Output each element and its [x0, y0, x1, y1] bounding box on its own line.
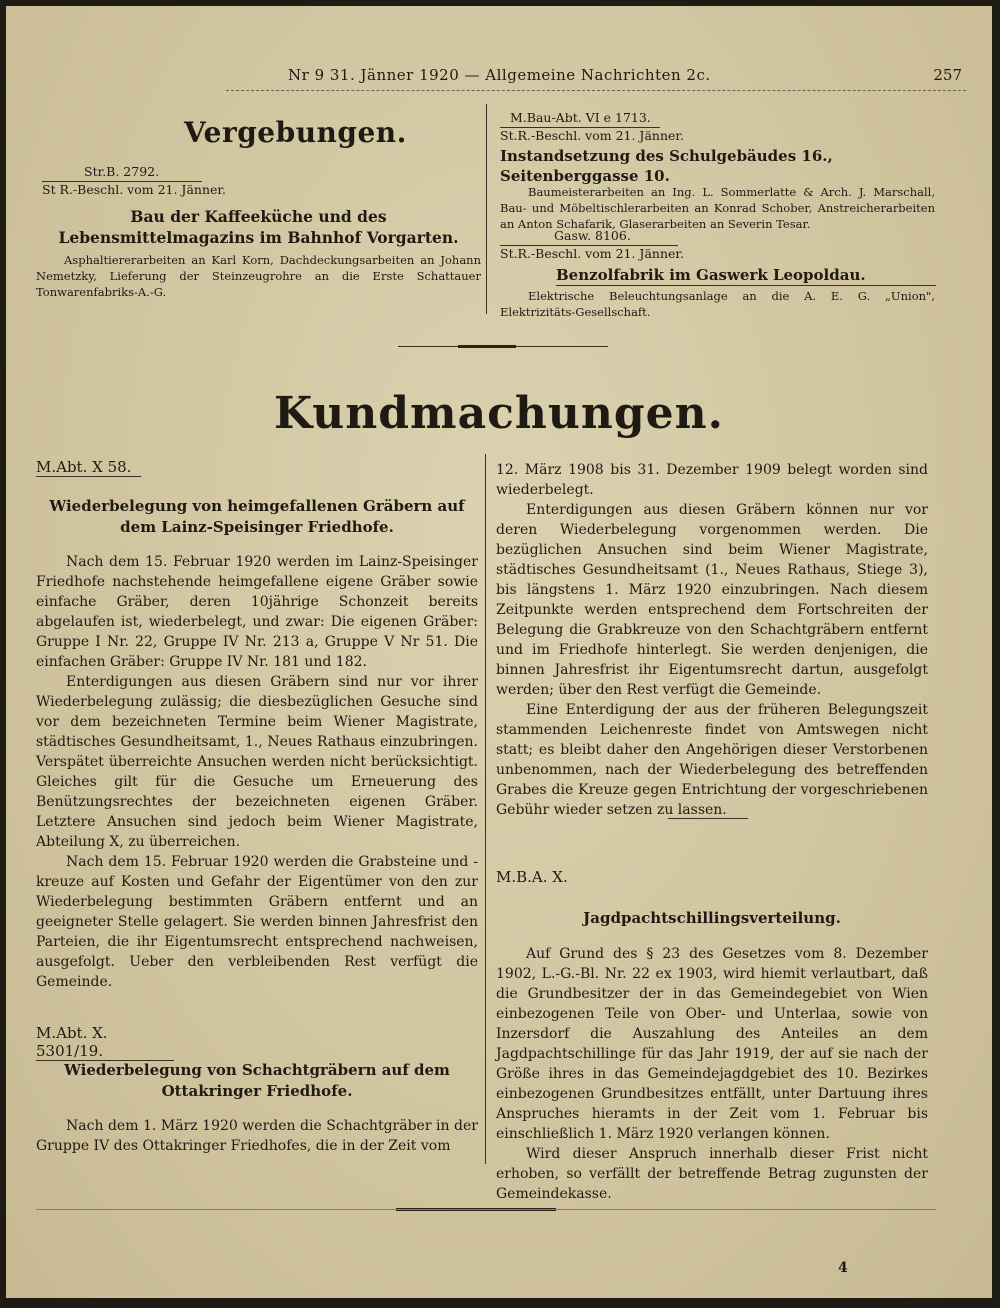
- running-header: [6, 66, 992, 88]
- section-ornament-bold: [458, 345, 516, 348]
- item2-ref2: St.R.-Beschl. vom 21. Jänner.: [500, 128, 684, 143]
- right-column-divider: [668, 818, 748, 819]
- item3-body: Elektrische Beleuchtungsanlage an die A. E. G. „Union", Elektrizitäts-Gesellschaft.: [500, 289, 935, 319]
- notice-b-body: [36, 1116, 478, 1156]
- notice-a-paragraph-3: Nach dem 15. Februar 1920 werden die Grabsteine und -kreuze auf Kosten und Gefahr der Eigentümer von den zur Wiederbelegung bestimmten Gräbern entfernt und an geeigneter Stelle gelagert. Sie werden binnen Jahresfrist den Parteien, die ihr Eigentumsrecht entsprechend nachweisen, ausgefolgt. Ueber den verbleibenden Rest verfügt die Gemeinde.: [36, 854, 478, 990]
- item1-heading: Bau der Kaffeeküche und des Lebensmittelmagazins im Bahnhof Vorgarten.: [58, 207, 459, 247]
- notice-a-paragraph-2: Enterdigungen aus diesen Gräbern sind nur vor ihrer Wiederbelegung zulässig; die diesbezüglichen Gesuche sind vor dem bezeichneten Termine beim Wiener Magistrate, städtisches Gesundheitsamt, 1., Neues Rathaus einzubringen. Verspätet überreichte Ansuchen werden nicht berücksichtigt. Gleiches gilt für die Gesuche um Erneuerung des Benützungsrechtes der bezeichneten eigenen Gräber. Letztere Ansuchen sind jedoch beim Wiener Magistrate, Abteilung X, zu überreichen.: [36, 674, 478, 850]
- notice-b-cont-paragraph-3: Eine Enterdigung der aus der früheren Belegungszeit stammenden Leichenreste findet von Amtswegen nicht statt; es bleibt daher den Angehörigen dieser Verstorbenen unbenommen, nach der Wiederbelegung des betreffenden Grabes die Kreuze gegen Entrichtung der vorgeschriebenen Gebühr wieder setzen zu lassen.: [496, 702, 928, 818]
- notice-a-heading: Wiederbelegung von heimgefallenen Gräbern auf dem Lainz-Speisinger Friedhofe.: [49, 497, 465, 536]
- column-divider-top: [486, 104, 487, 314]
- notice-b-ref: M.Abt. X. 5301/19.: [36, 1024, 174, 1061]
- bottom-rule: [36, 1209, 936, 1210]
- footer-number: 4: [838, 1260, 848, 1276]
- item3-ref2: St.R.-Beschl. vom 21. Jänner.: [500, 246, 684, 261]
- item1-ref2: St R.-Beschl. vom 21. Jänner.: [42, 182, 226, 197]
- item2-heading: Instandsetzung des Schulgebäudes 16., Seitenberggasse 10.: [500, 147, 833, 185]
- notice-c-paragraph-1: Auf Grund des § 23 des Gesetzes vom 8. Dezember 1902, L.-G.-Bl. Nr. 22 ex 1903, wird hiemit verlautbart, daß die Grundbesitzer der in das Gemeindegebiet von Wien einbezogenen Teile von Ober- und Unterlaa, sowie von Inzersdorf die Auszahlung des Anteiles an dem Jagdpachtschillinge für das Jahr 1919, der auf sie nach der Größe ihres in das Gemeindejagdgebiet des 10. Bezirkes einbezogenen Grundbesitzes entfällt, unter Dartuung ihres Anspruches hieramts in der Zeit vom 1. Februar bis einschließlich 1. März 1920 verlangen können.: [496, 946, 928, 1142]
- item1-ref1: Str.B. 2792.: [84, 164, 160, 179]
- notice-b-continuation: [496, 460, 928, 820]
- notice-b-heading: Wiederbelegung von Schachtgräbern auf dem Ottakringer Friedhofe.: [64, 1061, 450, 1100]
- item1-body: Asphaltiererarbeiten an Karl Korn, Dachdeckungsarbeiten an Johann Nemetzky, Lieferung der Steinzeugrohre an die Erste Schattauer Tonwarenfabriks-A.-G.: [36, 253, 481, 299]
- notice-c-ref: M.B.A. X.: [496, 868, 568, 886]
- notice-a-ref: M.Abt. X 58.: [36, 458, 141, 477]
- notice-b-paragraph-1: Nach dem 1. März 1920 werden die Schachtgräber in der Gruppe IV des Ottakringer Friedhofes, die in der Zeit vom: [36, 1118, 478, 1154]
- item3-ref1: Gasw. 8106.: [554, 228, 631, 243]
- column-divider-main: [485, 454, 486, 1164]
- header-issue-info: Nr 9 31. Jänner 1920 — Allgemeine Nachrichten 2c.: [288, 66, 711, 84]
- header-page-number: 257: [933, 66, 962, 84]
- notice-b-cont-paragraph-2: Enterdigungen aus diesen Gräbern können nur vor deren Wiederbelegung vorgenommen werden. Die bezüglichen Ansuchen sind beim Wiener Magistrate, städtisches Gesundheitsamt (1., Neues Rathaus, Stiege 3), bis längstens 1. März 1920 einzubringen. Nach diesem Zeitpunkte werden entsprechend dem Fortschreiten der Belegung die Grabkreuze von den Schachtgräbern entfernt und im Friedhofe hinterlegt. Sie werden denjenigen, die binnen Jahresfrist ihr Eigentumsrecht dartun, ausgefolgt werden; über den Rest verfügt die Gemeinde.: [496, 502, 928, 698]
- kundmachungen-title: Kundmachungen.: [274, 388, 724, 439]
- notice-c-paragraph-2: Wird dieser Anspruch innerhalb dieser Frist nicht erhoben, so verfällt der betreffende Betrag zugunsten der Gemeindekasse.: [496, 1146, 928, 1202]
- notice-a-paragraph-1: Nach dem 15. Februar 1920 werden im Lainz-Speisinger Friedhofe nachstehende heimgefallene eigene Gräber sowie einfache Gräber, deren 10jährige Schonzeit bereits abgelaufen ist, wiederbelegt, und zwar: Die eigenen Gräber: Gruppe I Nr. 22, Gruppe IV Nr. 213 a, Gruppe V Nr 51. Die einfachen Gräber: Gruppe IV Nr. 181 und 182.: [36, 554, 478, 670]
- header-rule: [226, 90, 966, 91]
- vergebungen-title: Vergebungen.: [184, 116, 407, 149]
- newspaper-page: [6, 6, 992, 1298]
- notice-c-body: [496, 944, 928, 1204]
- item3-heading: Benzolfabrik im Gaswerk Leopoldau.: [556, 265, 936, 286]
- notice-c-heading: Jagdpachtschillingsverteilung.: [583, 909, 841, 927]
- item2-body: Baumeisterarbeiten an Ing. L. Sommerlatte & Arch. J. Marschall, Bau- und Möbeltischlerarbeiten an Konrad Schober, Anstreicherarbeiten an Anton Schafarik, Glaserarbeiten an Severin Tesar.: [500, 185, 935, 231]
- item2-ref1: M.Bau-Abt. VI e 1713.: [510, 110, 651, 125]
- notice-a-body: [36, 552, 478, 992]
- notice-b-cont-paragraph-1: 12. März 1908 bis 31. Dezember 1909 belegt worden sind wiederbelegt.: [496, 462, 928, 498]
